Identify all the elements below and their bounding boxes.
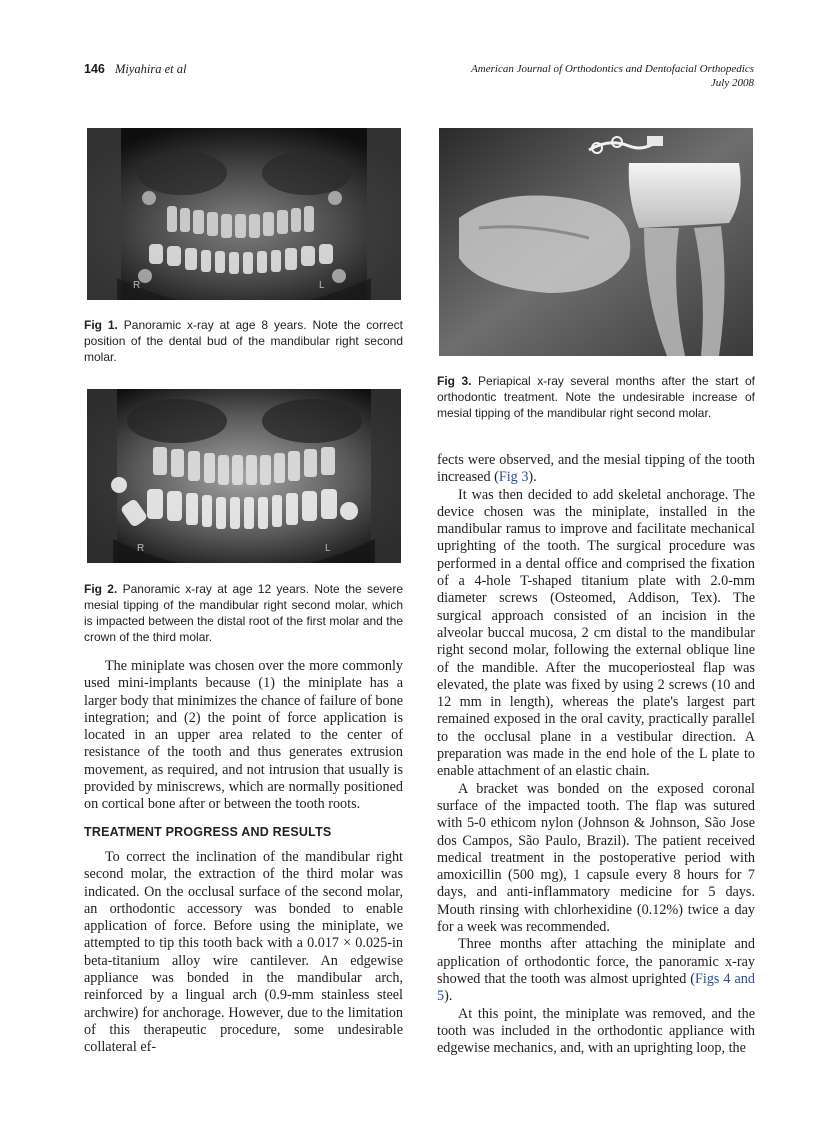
paragraph-treatment-start: To correct the inclination of the mandibular right second molar, the extraction of the third molar was indicated. On the occlusal surface of the second molar, an orthodontic accessory was bonded to enable application of force. Before using the miniplate, we attempted to tip this tooth back with a 0.017 × 0.025-in beta-titanium alloy wire cantilever. An edgewise appliance was bonded in the mandibular arch, reinforced by a lingual arch (0.9-mm stainless steel archwire) for anchorage. However, due to the limitation of this therapeutic procedure, some undesirable collateral ef- <box>84 849 403 1056</box>
figure-3-link[interactable]: Fig 3 <box>498 469 529 486</box>
figure-1-image <box>87 128 401 300</box>
figure-2-caption-text: Panoramic x-ray at age 12 years. Note the severe mesial tipping of the mandibular right second molar, which is impacted between the distal root of the first molar and the crown of the third molar. <box>84 582 404 644</box>
panoramic-xray-1 <box>87 128 401 300</box>
panoramic-xray-2 <box>87 389 401 563</box>
running-header-left <box>84 62 187 77</box>
issue-date: July 2008 <box>710 77 754 89</box>
xray-marker-r: R <box>137 543 145 554</box>
page-number: 146 <box>84 62 105 76</box>
running-authors: Miyahira et al <box>114 62 187 76</box>
paragraph-collateral-effects: fects were observed, and the mesial tipping of the tooth increased (Fig 3). <box>437 452 755 486</box>
figures-4-5-link[interactable]: Figs 4 and 5 <box>437 970 755 1005</box>
figure-2-label: Fig 2. <box>84 582 118 596</box>
figure-1-caption <box>84 317 403 365</box>
figure-3-image <box>439 128 753 356</box>
paragraph-miniplate-removed: At this point, the miniplate was removed, and the tooth was included in the orthodontic appliance with edgewise mechanics, and, with an uprighting loop, the <box>437 1005 755 1057</box>
xray-marker-l: L <box>319 280 325 291</box>
figure-1-caption-text: Panoramic x-ray at age 8 years. Note the correct position of the dental bud of the mandibular right second molar. <box>84 318 403 364</box>
figure-3-label: Fig 3. <box>437 374 472 388</box>
xray-marker-r: R <box>133 280 141 291</box>
running-header-right <box>471 62 754 90</box>
figure-3-caption-text: Periapical x-ray several months after the start of orthodontic treatment. Note the undesirable increase of mesial tipping of the mandibular right second molar. <box>437 374 755 420</box>
figure-2-image <box>87 389 401 563</box>
figure-2-caption <box>84 581 403 645</box>
xray-marker-l: L <box>325 543 331 554</box>
figure-1-label: Fig 1. <box>84 318 118 332</box>
left-column-text <box>84 658 403 814</box>
section-heading: TREATMENT PROGRESS AND RESULTS <box>84 825 332 839</box>
paragraph-three-months: Three months after attaching the miniplate and application of orthodontic force, the panoramic x-ray showed that the tooth was almost uprighted (Figs 4 and 5). <box>437 936 755 1005</box>
left-column-text-2 <box>84 849 403 1057</box>
paragraph-miniplate-rationale: The miniplate was chosen over the more commonly used mini-implants because (1) the miniplate has a larger body that minimizes the chance of failure of bone integration; and (2) the point of force application is located in an upper area related to the center of resistance of the tooth and thus generates extrusion movement, as required, and not intrusion that usually is provided by miniscrews, which are normally positioned on cortical bone after or between the tooth roots. <box>84 658 403 813</box>
periapical-xray <box>439 128 753 356</box>
figure-3-caption <box>437 373 755 421</box>
paragraph-bracket-bonding: A bracket was bonded on the exposed coronal surface of the impacted tooth. The flap was sutured with 5-0 ethicom nylon (Johnson & Johnson, São Jose dos Campos, São Paulo, Brazil). The patient received medical treatment in the postoperative period with amoxicillin (500 mg), 1 capsule every 8 hours for 7 days, and anti-inflammatory medicine for 5 days. Mouth rinsing with chlorhexidine (0.12%) twice a day for a week was recommended. <box>437 780 755 936</box>
paragraph-skeletal-anchorage: It was then decided to add skeletal anchorage. The device chosen was the miniplate, installed in the mandibular ramus to improve and facilitate mechanical uprighting of the tooth. The surgical procedure was performed in a dental office and comprised the fixation of a 4-hole T-shaped titanium plate with 2.0-mm diameter screws (Osteomed, Addison, Tex). The surgical approach consisted of an incision in the alveolar buccal mucosa, 2 cm distal to the mandibular right second molar, following the external oblique line of the mandible. After the mucoperiosteal flap was elevated, the plate was fixed by using 2 screws (10 and 12 mm in length), whereas the plate's largest part remained exposed in the oral cavity, practically parallel to the occlusal plane in a vestibular direction. A preparation was made in the end hole of the L plate to enable attachment of an elastic chain. <box>437 486 755 780</box>
journal-title: American Journal of Orthodontics and Dentofacial Orthopedics <box>471 63 754 75</box>
right-column-text <box>437 452 755 1057</box>
